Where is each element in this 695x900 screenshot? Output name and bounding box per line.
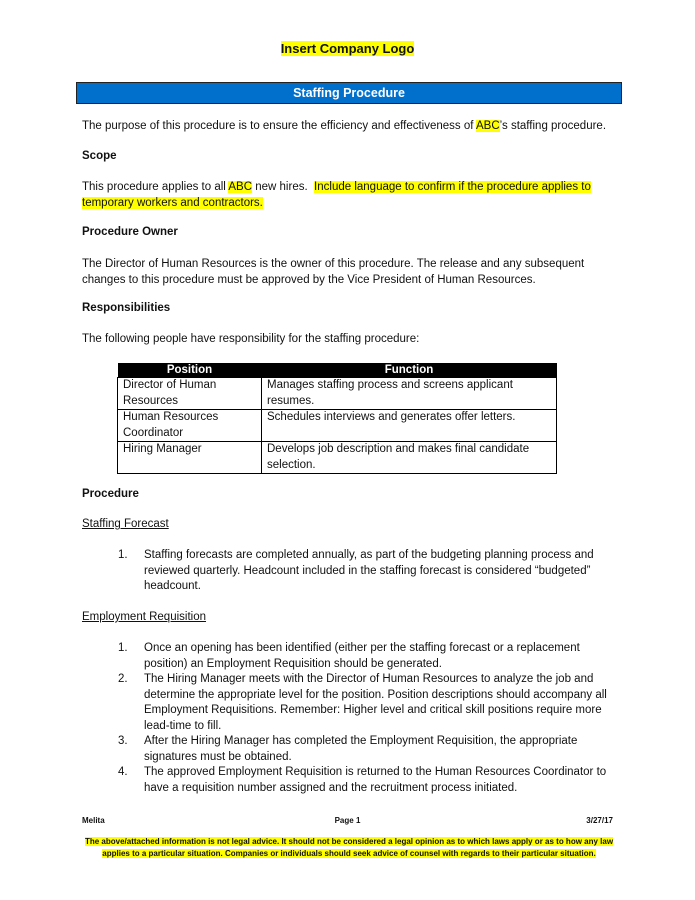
responsibilities-intro: The following people have responsibility for the staffing procedure:: [82, 333, 420, 345]
list-item: 2. The Hiring Manager meets with the Director of Human Resources to analyze the job and determine the appropriate level for the position. Position descriptions should accompany all Employment Requisitions. Remember: Higher level and critical skill positions require more lead-time to fill.: [118, 673, 607, 732]
responsibilities-heading: Responsibilities: [82, 302, 171, 314]
column-header-position: Position: [118, 363, 262, 378]
company-name-placeholder: ABC: [476, 120, 500, 132]
company-logo-placeholder: Insert Company Logo: [280, 41, 415, 56]
list-item: 3. After the Hiring Manager has completed the Employment Requisition, the appropriate signatures must be obtained.: [118, 735, 578, 763]
employment-requisition-subheading: Employment Requisition: [82, 611, 207, 623]
table-row: [118, 410, 557, 442]
purpose-paragraph: The purpose of this procedure is to ensure the efficiency and effectiveness of ABC’s staffing procedure.: [82, 120, 607, 132]
table-row: [118, 378, 557, 410]
scope-heading: Scope: [82, 150, 117, 162]
legal-disclaimer: The above/attached information is not legal advice. It should not be considered a legal opinion as to which laws apply or as to how any law applies to a particular situation. Companies or individuals should seek advice of counsel with regards to their particular situation.: [84, 837, 614, 858]
list-item: 1. Once an opening has been identified (either per the staffing forecast or a replacement position) an Employment Requisition should be generated.: [118, 642, 580, 670]
footer-page-number: Page 1: [334, 816, 361, 825]
staffing-forecast-subheading: Staffing Forecast: [82, 518, 169, 530]
position-cell: Director of Human Resources: [118, 378, 262, 410]
procedure-owner-paragraph: The Director of Human Resources is the owner of this procedure. The release and any subsequent changes to this procedure must be approved by the Vice President of Human Resources.: [82, 258, 585, 286]
function-cell: Manages staffing process and screens applicant resumes.: [262, 378, 557, 410]
function-cell: Develops job description and makes final candidate selection.: [262, 442, 557, 474]
list-item: 4. The approved Employment Requisition is returned to the Human Resources Coordinator to have a requisition number assigned and the recruitment process initiated.: [118, 766, 607, 794]
scope-paragraph: This procedure applies to all ABC new hires. Include language to confirm if the procedure applies to temporary workers and contractors.: [82, 181, 591, 209]
staffing-forecast-list: [82, 548, 622, 595]
procedure-heading: Procedure: [82, 488, 139, 500]
table-row: [118, 442, 557, 474]
table-header-row: [118, 363, 557, 378]
column-header-function: Function: [262, 363, 557, 378]
position-cell: Human Resources Coordinator: [118, 410, 262, 442]
footer-author: Melita: [82, 816, 105, 825]
document-title-banner: Staffing Procedure: [76, 82, 622, 104]
company-name-placeholder: ABC: [228, 181, 253, 193]
employment-requisition-list: [82, 641, 622, 796]
footer-date: 3/27/17: [586, 816, 613, 825]
scope-instruction-note: Include language to confirm if the procedure applies to temporary workers and contractors.: [82, 181, 591, 209]
responsibilities-table: [117, 363, 557, 474]
list-item: 1. Staffing forecasts are completed annually, as part of the budgeting planning process and reviewed quarterly. Headcount included in the staffing forecast is considered “budgeted” headcount.: [118, 549, 594, 592]
position-cell: Hiring Manager: [118, 442, 262, 474]
function-cell: Schedules interviews and generates offer letters.: [262, 410, 557, 442]
procedure-owner-heading: Procedure Owner: [82, 226, 178, 238]
